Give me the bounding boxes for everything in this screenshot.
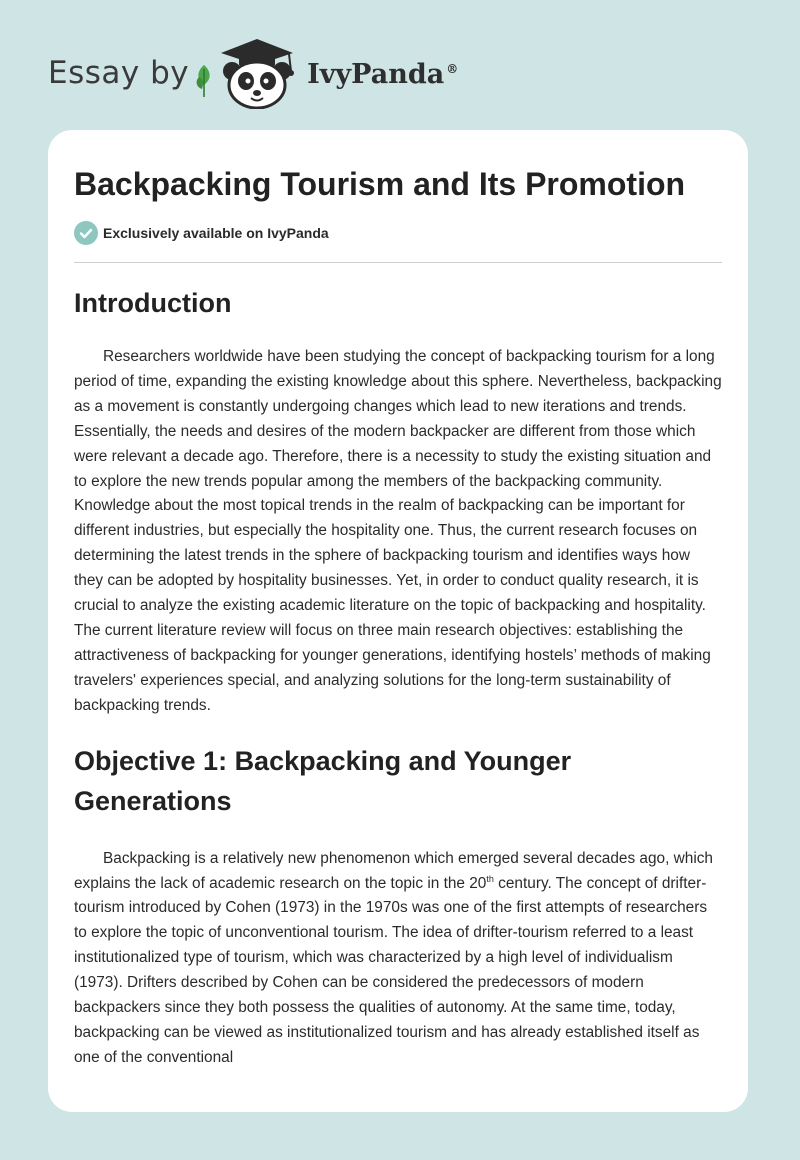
- title-divider: [74, 262, 722, 263]
- ivy-leaf-icon: [193, 61, 215, 99]
- panda-graduate-icon: [213, 37, 301, 109]
- essay-title: Backpacking Tourism and Its Promotion: [74, 166, 686, 202]
- registered-mark: ®: [446, 61, 459, 76]
- brand-logo[interactable]: [48, 36, 458, 110]
- brand-prefix: Essay by: [48, 55, 190, 91]
- superscript-th: th: [486, 873, 494, 884]
- objective-1-paragraph: Backpacking is a relatively new phenomenon which emerged several decades ago, which explains the lack of academic research on the topic in the 20th century. The concept of drifter-tourism introduced by Cohen (1973) in the 1970s was one of the first attempts of researchers to explore the topic of unconventional tourism. The idea of drifter-tourism referred to a least institutionalized type of tourism, which was characterized by a high level of individualism (1973). Drifters described by Cohen can be considered the predecessors of modern backpackers since they both possess the qualities of autonomy. At the same time, today, backpacking can be viewed as institutionalized tourism and has already established itself as one of the conventional: [74, 849, 713, 1066]
- section-heading-introduction: Introduction: [74, 288, 232, 318]
- badge-text: Exclusively available on IvyPanda: [103, 225, 329, 241]
- brand-name: IvyPanda ®: [307, 58, 459, 90]
- introduction-paragraph: Researchers worldwide have been studying the concept of backpacking tourism for a long period of time, expanding the existing knowledge about this sphere. Nevertheless, backpacking as a movement is constantly undergoing changes which lead to new iterations and trends. Essentially, the needs and desires of the modern backpacker are different from those which were relevant a decade ago. Therefore, there is a necessity to study the existing situation and to explore the new trends popular among the members of the backpacking community. Knowledge about the most topical trends in the realm of backpacking can be important for different industries, but especially the hospitality one. Thus, the current research focuses on determining the latest trends in the sphere of backpacking tourism and identifies ways how they can be adopted by hospitality businesses. Yet, in order to conduct quality research, it is crucial to analyze the existing academic literature on the topic of backpacking and hospitality. The current literature review will focus on three main research objectives: establishing the attractiveness of backpacking for younger generations, identifying hostels’ methods of making travelers' experiences special, and analyzing solutions for the long-term sustainability of backpacking trends.: [74, 348, 722, 714]
- essay-card: [48, 130, 748, 1112]
- section-heading-objective-1: Objective 1: Backpacking and Younger Generations: [74, 745, 572, 816]
- check-circle-icon: [74, 221, 98, 245]
- exclusive-badge: [74, 220, 722, 246]
